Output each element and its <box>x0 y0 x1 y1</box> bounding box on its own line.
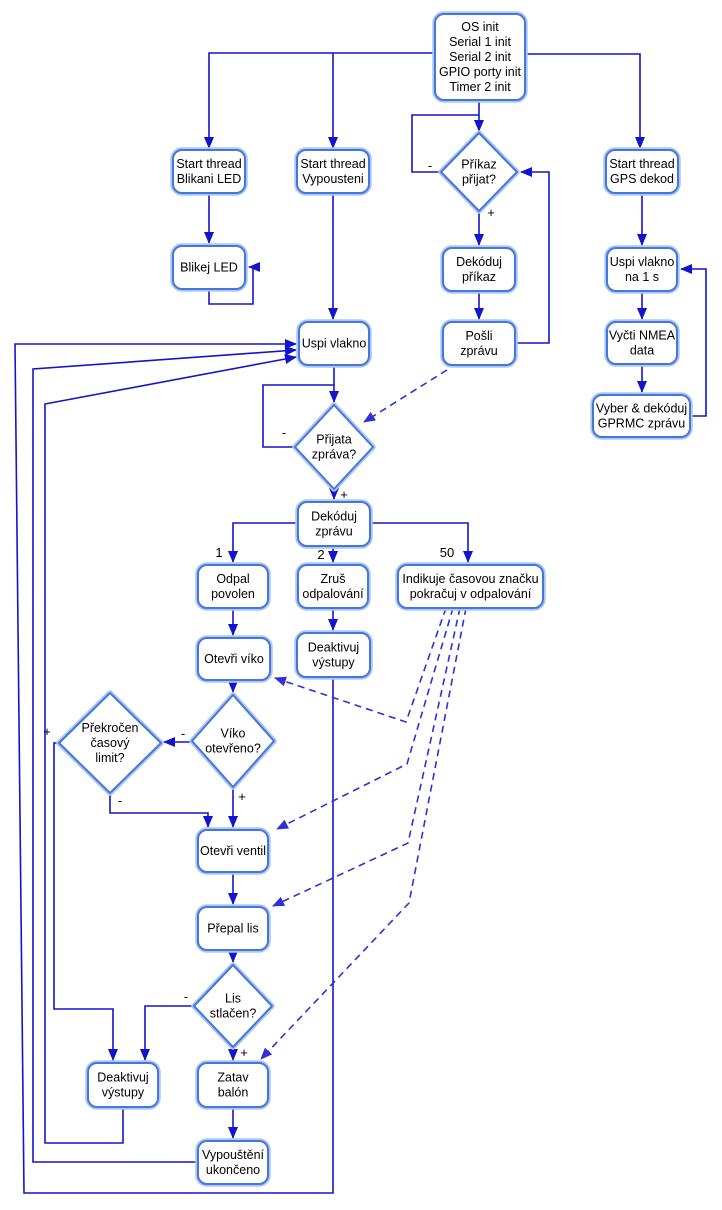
os-init-node <box>435 14 525 100</box>
viko-otevreno-node <box>192 695 274 787</box>
deaktivuj-vystupy-stred-label: výstupy <box>312 655 355 670</box>
viko-otevreno-label: otevřeno? <box>205 741 261 756</box>
prekrocen-limit-node <box>59 693 161 793</box>
odpal-povolen-node <box>198 565 268 608</box>
prikaz-prijat-label: Příkaz <box>461 157 497 172</box>
zrus-odpalovani-node <box>298 565 368 608</box>
edge-os-to-blikani <box>209 53 435 148</box>
os-init-label: Serial 1 init <box>449 34 511 49</box>
vyber-gprmc-label: GPRMC zprávu <box>597 416 686 431</box>
dekoduj-prikaz-label: příkaz <box>461 269 497 284</box>
dekoduj-prikaz-label: Dekóduj <box>456 254 502 269</box>
vypousteni-ukonceno-node <box>198 1141 268 1184</box>
dekoduj-prikaz-node <box>443 248 515 291</box>
start-thread-vypousteni-label: Start thread <box>300 156 366 171</box>
posli-zpravu-node <box>443 322 515 365</box>
os-init-label: Serial 2 init <box>449 49 511 64</box>
vyber-gprmc-node <box>593 395 690 437</box>
os-init-label: Timer 2 init <box>449 79 511 94</box>
prikaz-minus-label: - <box>427 158 433 173</box>
otevri-viko-label: Otevři víko <box>204 651 264 666</box>
prijata-zprava-node <box>295 405 373 489</box>
os-init-label: OS init <box>461 19 499 34</box>
dekoduj-zpravu-node <box>298 502 370 546</box>
viko-otevreno-label: Víko <box>220 726 246 741</box>
lis-stlacen-label: stlačen? <box>209 1006 257 1021</box>
edge-dekoduj-zpravu-vetev1 <box>233 523 298 562</box>
edge-deaktivuj-stred-uspi-loop <box>15 344 333 1193</box>
edge-posli-to-prijata-dashed <box>364 370 447 422</box>
prepal-lis-label: Přepal lis <box>207 921 259 936</box>
start-thread-gps-node <box>606 150 678 193</box>
vetev-2-label: 2 <box>317 547 325 562</box>
start-thread-blikani-node <box>173 150 245 193</box>
uspi-vlakno-1s-label: na 1 s <box>624 269 660 284</box>
blikej-led-node <box>173 246 245 289</box>
indikuje-znacku-node <box>398 565 543 608</box>
uspi-vlakno-node <box>299 322 369 365</box>
nodes <box>59 14 690 1184</box>
vypousteni-ukonceno-label: Vypouštění <box>201 1147 265 1162</box>
prekrocen-limit-label: Překročen <box>81 720 139 735</box>
limit-plus-label: + <box>43 724 51 739</box>
limit-minus-label: - <box>117 793 123 808</box>
prikaz-prijat-label: přijat? <box>461 172 497 187</box>
prijata-zprava-label: zpráva? <box>311 447 357 462</box>
prepal-lis-node <box>198 907 268 950</box>
vycti-nmea-node <box>607 322 677 364</box>
otevreno-plus-label: + <box>238 789 246 804</box>
stlacen-plus-label: + <box>240 1045 248 1060</box>
edge-posli-loop <box>515 172 549 343</box>
start-thread-gps-label: GPS dekod <box>610 171 674 186</box>
lis-stlacen-node <box>194 965 272 1047</box>
lis-stlacen-label: Lis <box>225 991 241 1006</box>
prikaz-prijat-node <box>441 133 517 211</box>
vetev-50-label: 50 <box>439 545 455 560</box>
zatav-balon-node <box>198 1063 268 1107</box>
uspi-vlakno-1s-node <box>607 248 677 291</box>
posli-zpravu-label: Pošli <box>465 328 493 343</box>
zrus-odpalovani-label: Zruš <box>320 571 346 586</box>
prekrocen-limit-label: limit? <box>95 750 125 765</box>
dekoduj-zpravu-label: Dekóduj <box>311 509 357 524</box>
start-thread-blikani-label: Blikani LED <box>176 171 242 186</box>
start-thread-gps-label: Start thread <box>609 156 675 171</box>
odpal-povolen-label: Odpal <box>216 571 250 586</box>
vyber-gprmc-label: Vyber & dekóduj <box>595 401 688 416</box>
zatav-balon-label: Zatav <box>217 1070 249 1085</box>
uspi-vlakno-label: Uspi vlakno <box>301 336 367 351</box>
otevreno-minus-label: - <box>180 726 186 741</box>
uspi-vlakno-1s-label: Uspi vlakno <box>609 254 675 269</box>
prijata-minus-label: - <box>281 425 287 440</box>
stlacen-minus-label: - <box>183 989 189 1004</box>
vypousteni-ukonceno-label: ukončeno <box>205 1162 261 1177</box>
start-thread-vypousteni-node <box>297 150 369 193</box>
zrus-odpalovani-label: odpalování <box>302 586 364 601</box>
deaktivuj-vystupy-levy-label: Deaktivuj <box>97 1070 149 1085</box>
edges <box>15 53 706 1193</box>
edge-stlacen-minus <box>145 1006 194 1060</box>
start-thread-vypousteni-label: Vypousteni <box>302 171 364 186</box>
odpal-povolen-label: povolen <box>211 586 255 601</box>
prijata-plus-label: + <box>340 487 348 502</box>
otevri-ventil-node <box>198 830 268 872</box>
otevri-ventil-label: Otevři ventil <box>200 843 266 858</box>
posli-zpravu-label: zprávu <box>460 343 498 358</box>
dekoduj-zpravu-label: zprávu <box>315 524 353 539</box>
deaktivuj-vystupy-levy-node <box>88 1063 158 1107</box>
deaktivuj-vystupy-stred-label: Deaktivuj <box>307 640 360 655</box>
os-init-label: GPIO porty init <box>439 64 521 79</box>
edge-os-to-gps <box>523 54 640 148</box>
otevri-viko-node <box>198 638 270 680</box>
indikuje-znacku-label: Indikuje časovou značku <box>402 571 539 586</box>
zatav-balon-label: balón <box>217 1085 249 1100</box>
vycti-nmea-label: Vyčti NMEA <box>608 328 676 343</box>
vetev-1-label: 1 <box>215 545 223 560</box>
start-thread-blikani-label: Start thread <box>176 156 242 171</box>
indikuje-znacku-label: pokračuj v odpalování <box>409 586 532 601</box>
prikaz-plus-label: + <box>487 205 495 220</box>
prekrocen-limit-label: časový <box>90 735 130 750</box>
edge-limit-minus <box>110 793 208 827</box>
prijata-zprava-label: Přijata <box>316 432 352 447</box>
vycti-nmea-label: data <box>629 343 655 358</box>
deaktivuj-vystupy-stred-node <box>297 633 370 677</box>
deaktivuj-vystupy-levy-label: výstupy <box>101 1085 145 1100</box>
blikej-led-label: Blikej LED <box>180 260 238 275</box>
